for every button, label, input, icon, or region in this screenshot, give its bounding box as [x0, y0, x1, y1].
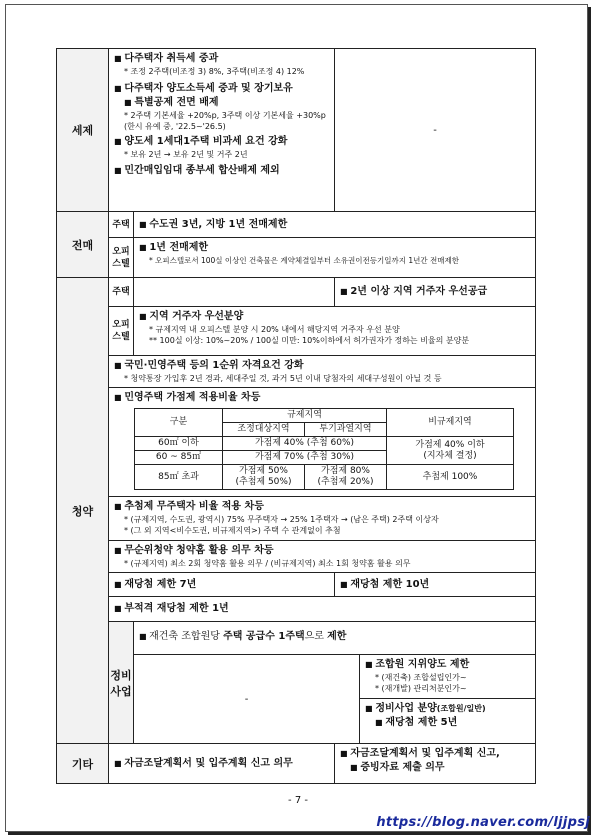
- category-subscription: 청약: [57, 278, 109, 744]
- row-60-regulated: 가점제 40% (추첨 60%): [223, 437, 387, 451]
- tax-item-2: ■ 다주택자 양도소득세 중과 및 장기보유: [114, 82, 329, 96]
- row-85-nonregulated: 추첨제 100%: [387, 465, 514, 490]
- no-rank-note: * (규제지역) 최소 2회 청약홈 활용 의무 / (비규제지역) 최소 1회 청약홈 활용 의무: [124, 559, 411, 568]
- no-rank: [109, 541, 536, 573]
- redev-top-end: 제한: [327, 631, 347, 642]
- resale-sub-house: 주택: [109, 212, 134, 238]
- adj-85-b: (추첨제 50%): [235, 477, 292, 487]
- subscription-officetel-note-1: * 규제지역 내 오피스텔 분양 시 20% 내에서 해당지역 거주자 우선 분양: [149, 325, 400, 334]
- score-ratio-text: ■ 민영주택 가점제 적용비율 차등: [114, 391, 530, 405]
- category-tax: 세제: [57, 49, 109, 212]
- subscription-officetel-text: ■ 지역 거주자 우선분양: [139, 310, 530, 324]
- resale-sub-officetel: 오피스텔: [109, 238, 134, 278]
- rewin-right-text: ■ 재당첨 제한 10년: [340, 578, 530, 592]
- row-label-60-85: 60 ~ 85㎡: [135, 451, 223, 465]
- redev-top-pre: 재건축 조합원당: [149, 631, 224, 642]
- resale-officetel-text: ■ 1년 전매제한: [139, 241, 530, 255]
- resale-officetel: [134, 238, 536, 278]
- improper-text: ■ 부적격 재당첨 제한 1년: [114, 602, 530, 616]
- row-label-60: 60㎡ 이하: [135, 437, 223, 451]
- qualification: [109, 356, 536, 388]
- rewin-right: [335, 573, 536, 597]
- redev-top-bold: 주택 공급수 1주택: [223, 631, 305, 642]
- etc-right-text-b: ■ 증빙자료 제출 의무: [340, 761, 530, 775]
- category-redevelopment: 정비사업: [109, 622, 134, 744]
- tax-right-empty: -: [335, 49, 536, 212]
- no-rank-text: ■ 무순위청약 청약홈 활용 의무 차등: [114, 544, 530, 558]
- row-60-85-regulated: 가점제 70% (추첨 30%): [223, 451, 387, 465]
- subscription-house-right-text: ■ 2년 이상 지역 거주자 우선공급: [340, 285, 530, 299]
- redev-top-mid: 으로: [304, 631, 328, 642]
- page-number: - 7 -: [288, 795, 308, 806]
- tax-note-1: * 조정 2주택(비조정 3) 8%, 3주택(비조정 4) 12%: [124, 67, 305, 76]
- th-nonregulated: 비규제지역: [387, 409, 514, 437]
- adj-85-a: 가점제 50%: [239, 466, 288, 476]
- nonreg-text-a: 가점제 40% 이하: [415, 439, 485, 450]
- subscription-house-left: [134, 278, 335, 307]
- regulation-table: [56, 48, 536, 784]
- th-adjusted: 조정대상지역: [223, 423, 305, 437]
- tax-item-4: ■ 민간매입임대 종부세 합산배제 제외: [114, 164, 329, 178]
- category-resale: 전매: [57, 212, 109, 278]
- tax-note-3: * 보유 2년 → 보유 2년 및 거주 2년: [124, 150, 248, 159]
- lottery-text: ■ 추첨제 무주택자 비율 적용 차등: [114, 500, 530, 514]
- redev-r2-text-2: ■ 재당첨 제한 5년: [365, 716, 530, 730]
- rewin-left-text: ■ 재당첨 제한 7년: [114, 578, 329, 592]
- row-60-85-nonregulated: [387, 437, 514, 465]
- redev-left: -: [134, 655, 360, 743]
- tax-item-2b: ■ 특별공제 전면 배제: [114, 96, 329, 110]
- tax-item-1: ■ 다주택자 취득세 중과: [114, 52, 329, 66]
- etc-right-text-a: ■ 자금조달계획서 및 입주계획 신고,: [340, 747, 530, 761]
- score-ratio: [109, 388, 536, 497]
- subscription-officetel-note-2: ** 100실 이상: 10%~20% / 100실 미만: 10%이하에서 허가권자가 정하는 비율의 분양분: [149, 336, 470, 345]
- subscription-sub-house: 주택: [109, 278, 134, 307]
- th-overheated: 투기과열지역: [305, 423, 387, 437]
- category-etc: 기타: [57, 744, 109, 784]
- lottery-note-1: * (규제지역, 수도권, 광역시) 75% 무주택자 → 25% 1주택자 → (남은 주택) 2주택 이상자: [124, 515, 439, 524]
- redev-top: ■ 재건축 조합원당 주택 공급수 1주택으로 제한: [139, 631, 347, 642]
- qualification-note: * 청약통장 가입후 2년 경과, 세대주일 것, 과거 5년 이내 당첨자의 세대구성원이 아닐 것 등: [124, 374, 442, 383]
- ovh-85-a: 가점제 80%: [321, 466, 370, 476]
- row-85-adjusted: [223, 465, 305, 490]
- redev-r2-text: [365, 702, 530, 716]
- redev-content: [134, 622, 536, 744]
- redev-r1-text: ■ 조합원 지위양도 제한: [365, 658, 530, 672]
- improper: [109, 597, 536, 622]
- th-type: 구분: [135, 409, 223, 437]
- tax-note-2b: (한시 유예 중, '22.5~'26.5): [124, 122, 226, 131]
- subscription-sub-officetel: 오피스텔: [109, 307, 134, 356]
- etc-left: [109, 744, 335, 784]
- nonreg-text-b: (지자체 결정): [423, 450, 477, 461]
- subscription-house-right: [335, 278, 536, 307]
- resale-house: [134, 212, 536, 238]
- resale-house-text: ■ 수도권 3년, 지방 1년 전매제한: [139, 218, 530, 232]
- redev-r1-note-2: * (재개발) 관리처분인가~: [375, 684, 467, 693]
- tax-item-3: ■ 양도세 1세대1주택 비과세 요건 강화: [114, 135, 329, 149]
- resale-officetel-note: * 오피스텔로서 100실 이상인 건축물은 계약체결일부터 소유권이전등기일까지 1년간 전매제한: [149, 256, 459, 265]
- th-regulated: 규제지역: [223, 409, 387, 423]
- qualification-text: ■ 국민·민영주택 등의 1순위 자격요건 강화: [114, 359, 530, 373]
- redev-r2-main: 정비사업 분양: [375, 703, 437, 714]
- lottery: [109, 497, 536, 541]
- redev-right: [360, 655, 535, 743]
- etc-right: [335, 744, 536, 784]
- score-ratio-table: [134, 408, 514, 490]
- lottery-note-2: * (그 외 지역<비수도권, 비규제지역>) 주택 수 관계없이 추첨: [124, 526, 341, 535]
- rewin-left: [109, 573, 335, 597]
- etc-left-text: ■ 자금조달계획서 및 입주계획 신고 의무: [114, 757, 329, 771]
- tax-note-2a: * 2주택 기본세율 +20%p, 3주택 이상 기본세율 +30%p: [124, 111, 326, 120]
- redev-r1-note-1: * (재건축) 조합설립인가~: [375, 673, 467, 682]
- blog-watermark: https://blog.naver.com/ljjpsj: [376, 815, 590, 830]
- tax-content: [109, 49, 335, 212]
- row-85-overheated: [305, 465, 387, 490]
- ovh-85-b: (추첨제 20%): [317, 477, 374, 487]
- subscription-officetel: [134, 307, 536, 356]
- row-label-85: 85㎡ 초과: [135, 465, 223, 490]
- redev-r2-small: (조합원/일반): [436, 704, 486, 713]
